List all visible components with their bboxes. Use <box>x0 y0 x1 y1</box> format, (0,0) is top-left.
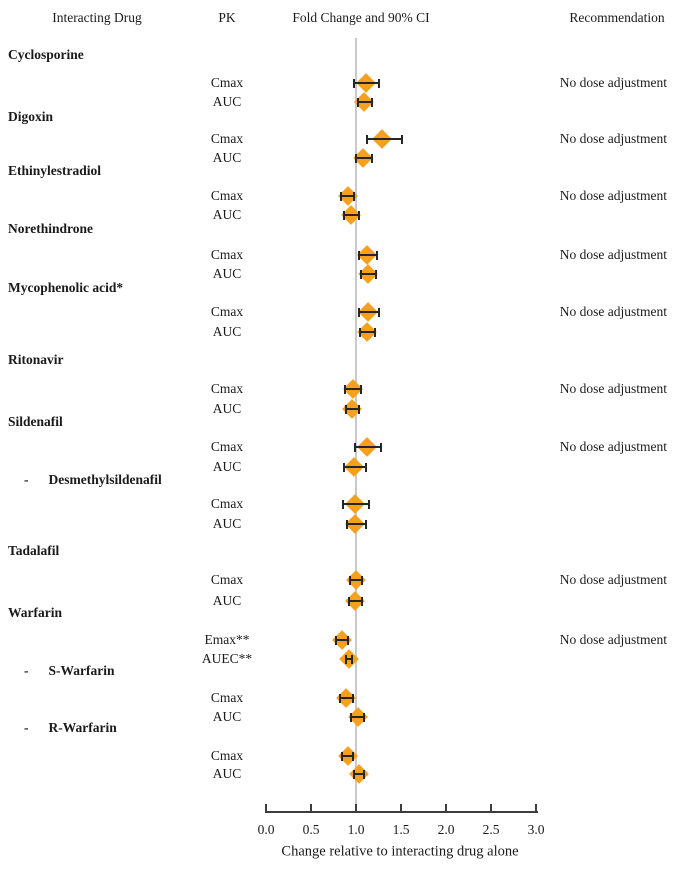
pk-label: Cmax <box>210 572 244 587</box>
drug-group-label: Warfarin <box>8 605 62 620</box>
pk-label: Cmax <box>210 690 244 705</box>
ci-error-bar <box>347 523 366 525</box>
ci-error-bar <box>360 331 375 333</box>
x-axis-tick-label: 0.0 <box>257 822 275 837</box>
drug-group-label: Digoxin <box>8 109 54 124</box>
x-axis-caption: Change relative to interacting drug alone <box>281 843 519 860</box>
pk-label: Cmax <box>210 131 244 146</box>
ci-cap-right <box>352 752 354 761</box>
ci-cap-left <box>343 211 345 220</box>
sub-item-dash: - <box>24 472 29 487</box>
ci-error-bar <box>341 195 355 197</box>
ci-error-bar <box>344 214 358 216</box>
ci-cap-left <box>341 752 343 761</box>
ci-error-bar <box>351 716 365 718</box>
ci-cap-right <box>371 154 373 163</box>
pk-label: Cmax <box>210 75 244 90</box>
ci-cap-right <box>358 211 360 220</box>
ci-cap-right <box>353 192 355 201</box>
ci-cap-left <box>366 135 368 144</box>
drug-group-label: Sildenafil <box>8 414 63 429</box>
ci-cap-right <box>380 443 382 452</box>
ci-cap-left <box>349 576 351 585</box>
ci-cap-right <box>363 713 365 722</box>
ci-cap-left <box>360 270 362 279</box>
recommendation-text: No dose adjustment <box>559 381 667 396</box>
x-axis-tick <box>355 804 357 812</box>
recommendation-text: No dose adjustment <box>559 632 667 647</box>
pk-label: Cmax <box>210 247 244 262</box>
pk-label: AUC <box>212 401 242 416</box>
column-header-recommendation: Recommendation <box>569 10 665 25</box>
drug-group-label: Ritonavir <box>8 352 64 367</box>
ci-cap-right <box>375 270 377 279</box>
ci-cap-left <box>353 770 355 779</box>
ci-cap-left <box>339 694 341 703</box>
ci-cap-right <box>378 308 380 317</box>
drug-name: R-Warfarin <box>48 720 117 735</box>
ci-cap-right <box>378 79 380 88</box>
ci-cap-right <box>374 328 376 337</box>
pk-label: AUC <box>212 709 242 724</box>
sub-item-dash: - <box>24 720 29 735</box>
ci-cap-left <box>345 405 347 414</box>
x-axis-tick-label: 2.5 <box>482 822 500 837</box>
x-axis-tick-label: 1.5 <box>392 822 410 837</box>
recommendation-text: No dose adjustment <box>559 131 667 146</box>
recommendation-text: No dose adjustment <box>559 188 667 203</box>
pk-label: Cmax <box>210 496 244 511</box>
pk-label: Emax** <box>204 632 250 647</box>
ci-cap-left <box>346 520 348 529</box>
x-axis-tick <box>310 804 312 812</box>
ci-cap-right <box>347 636 349 645</box>
ci-cap-right <box>361 576 363 585</box>
ci-error-bar <box>340 697 354 699</box>
column-header-pk: PK <box>218 10 236 25</box>
recommendation-text: No dose adjustment <box>559 75 667 90</box>
ci-cap-left <box>353 79 355 88</box>
ci-cap-right <box>351 655 353 664</box>
x-axis-tick-label: 2.0 <box>437 822 455 837</box>
ci-cap-left <box>357 98 359 107</box>
x-axis-tick <box>265 804 267 812</box>
drug-name: S-Warfarin <box>48 663 115 678</box>
pk-label: AUC <box>212 324 242 339</box>
pk-label: AUC <box>212 766 242 781</box>
drug-group-label: Ethinylestradiol <box>8 163 102 178</box>
ci-error-bar <box>358 101 372 103</box>
ci-error-bar <box>359 311 380 313</box>
drug-group-label: Mycophenolic acid* <box>8 280 124 295</box>
ci-cap-left <box>340 192 342 201</box>
pk-label: Cmax <box>210 748 244 763</box>
ci-cap-right <box>360 385 362 394</box>
drug-group-label <box>24 720 117 736</box>
pk-label: Cmax <box>210 381 244 396</box>
ci-cap-left <box>354 443 356 452</box>
ci-cap-right <box>363 770 365 779</box>
ci-cap-left <box>335 636 337 645</box>
ci-cap-left <box>358 251 360 260</box>
ci-cap-left <box>345 655 347 664</box>
pk-label: Cmax <box>210 304 244 319</box>
ci-cap-left <box>348 597 350 606</box>
drug-name: Desmethylsildenafil <box>48 472 162 487</box>
recommendation-text: No dose adjustment <box>559 439 667 454</box>
sub-item-dash: - <box>24 663 29 678</box>
drug-group-label: Cyclosporine <box>8 47 84 62</box>
ci-error-bar <box>361 273 375 275</box>
pk-label: AUC <box>212 459 242 474</box>
ci-cap-left <box>350 713 352 722</box>
ci-error-bar <box>343 503 368 505</box>
ci-cap-left <box>344 385 346 394</box>
ci-cap-right <box>358 405 360 414</box>
ci-error-bar <box>345 388 361 390</box>
pk-label: Cmax <box>210 188 244 203</box>
ci-error-bar <box>367 138 402 140</box>
ci-error-bar <box>355 446 381 448</box>
drug-group-label: Norethindrone <box>8 221 94 236</box>
x-axis-tick <box>490 804 492 812</box>
pk-label: AUC <box>212 516 242 531</box>
pk-label: AUC <box>212 94 242 109</box>
column-header-interacting-drug: Interacting Drug <box>52 10 142 25</box>
recommendation-text: No dose adjustment <box>559 572 667 587</box>
ci-cap-right <box>352 694 354 703</box>
pk-label: AUC <box>212 150 242 165</box>
ci-error-bar <box>359 254 377 256</box>
ci-cap-left <box>355 154 357 163</box>
ci-cap-left <box>343 463 345 472</box>
ci-cap-left <box>359 328 361 337</box>
ci-cap-right <box>368 500 370 509</box>
ci-cap-right <box>365 463 367 472</box>
column-header-fold-change: Fold Change and 90% CI <box>292 10 430 25</box>
x-axis-tick-label: 0.5 <box>302 822 320 837</box>
ci-cap-right <box>365 520 367 529</box>
x-axis-tick-label: 3.0 <box>527 822 545 837</box>
ci-cap-left <box>342 500 344 509</box>
ci-cap-left <box>358 308 360 317</box>
x-axis-tick-label: 1.0 <box>347 822 365 837</box>
x-axis-tick <box>535 804 537 812</box>
ci-error-bar <box>344 466 366 468</box>
recommendation-text: No dose adjustment <box>559 247 667 262</box>
pk-label: AUC <box>212 593 242 608</box>
ci-cap-right <box>376 251 378 260</box>
x-axis-tick <box>400 804 402 812</box>
ci-cap-right <box>371 98 373 107</box>
ci-cap-right <box>401 135 403 144</box>
pk-label: AUEC** <box>201 651 253 666</box>
recommendation-text: No dose adjustment <box>559 304 667 319</box>
ci-error-bar <box>349 600 363 602</box>
pk-label: AUC <box>212 207 242 222</box>
drug-group-label <box>24 472 162 488</box>
ci-cap-right <box>361 597 363 606</box>
drug-group-label <box>24 663 115 679</box>
pk-label: AUC <box>212 266 242 281</box>
ci-error-bar <box>356 157 372 159</box>
ci-error-bar <box>354 82 379 84</box>
drug-group-label: Tadalafil <box>8 543 60 558</box>
x-axis-tick <box>445 804 447 812</box>
pk-label: Cmax <box>210 439 244 454</box>
